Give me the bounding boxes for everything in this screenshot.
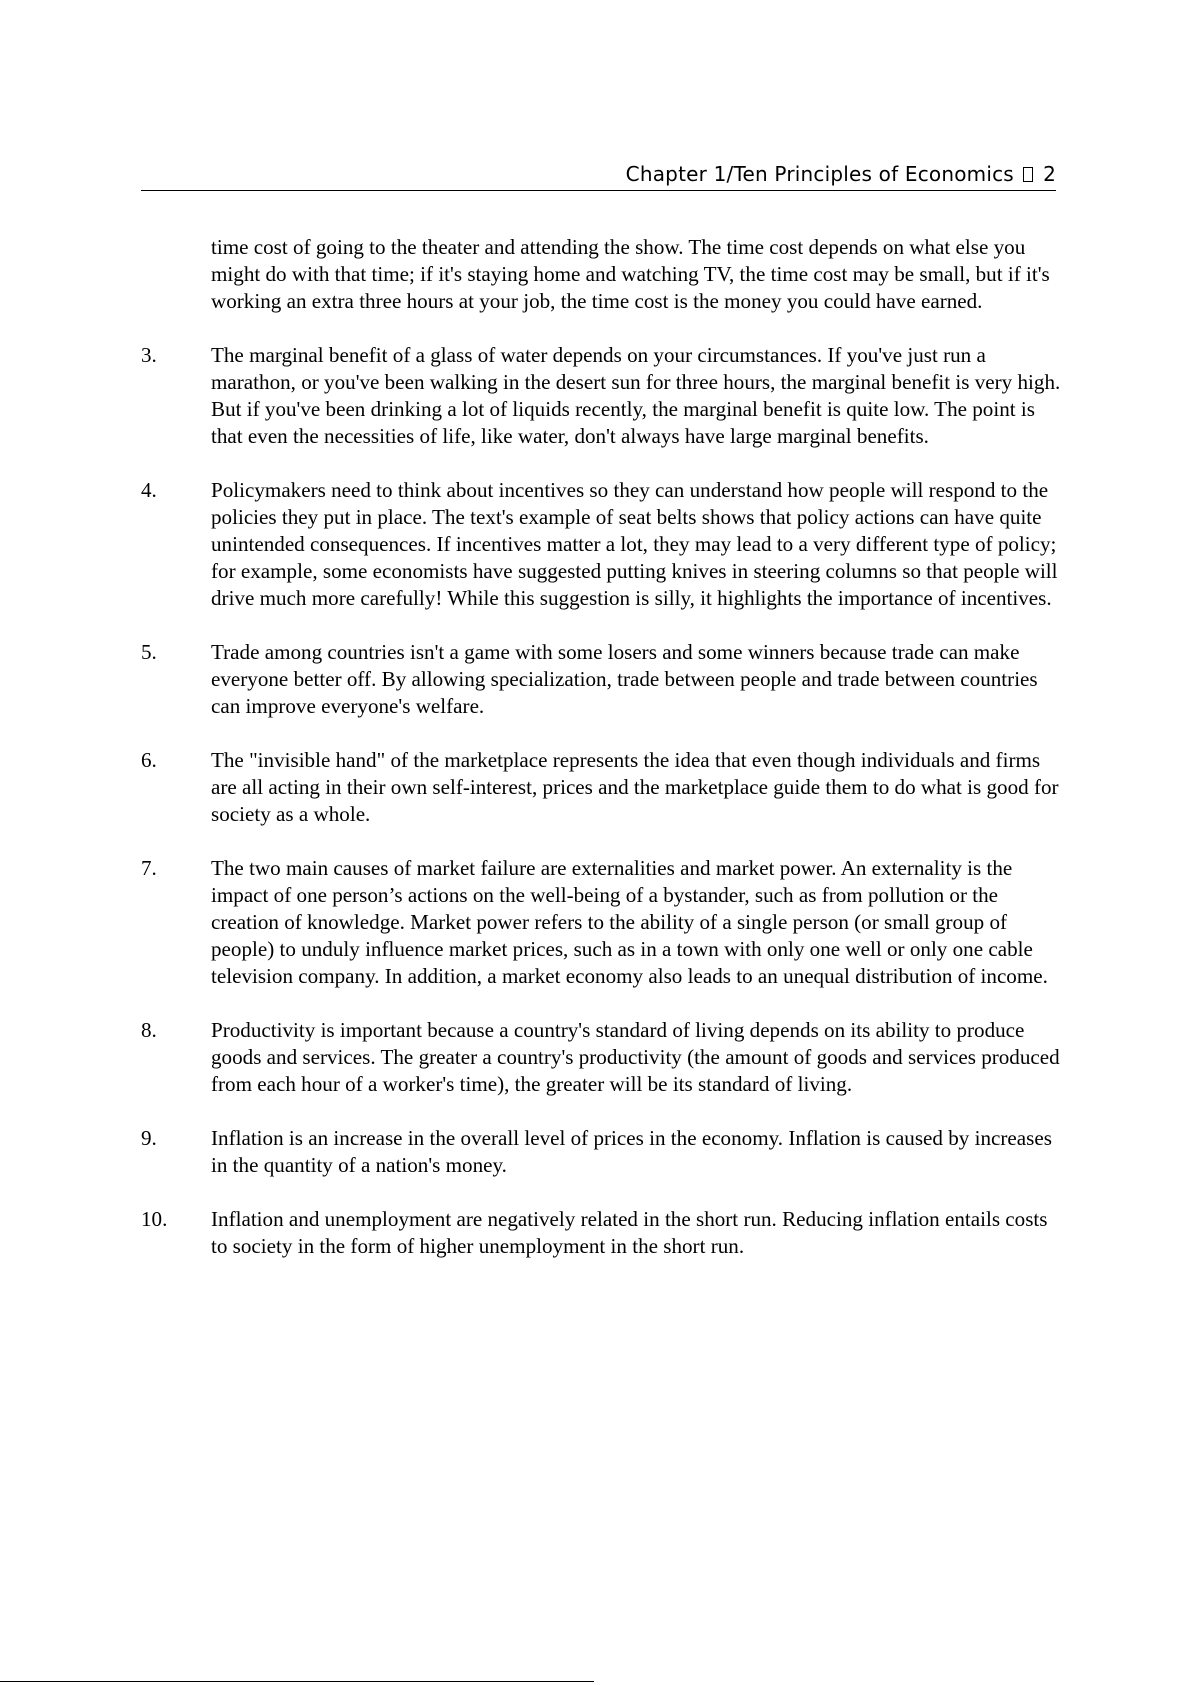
answer-item-4 xyxy=(141,477,1061,612)
item-number: 5. xyxy=(141,640,157,664)
item-text: The marginal benefit of a glass of water depends on your circumstances. If you've just run a marathon, or you've been walking in the desert sun for three hours, the marginal benefit is very high. But if you've been drinking a lot of liquids recently, the marginal benefit is quite low. The point is that even the necessities of life, like water, don't always have large marginal benefits. xyxy=(211,343,1061,448)
item-text: The two main causes of market failure are externalities and market power. An externality is the impact of one person’s actions on the well-being of a bystander, such as from pollution or the creation of knowledge. Market power refers to the ability of a single person (or small group of people) to unduly influence market prices, such as in a town with only one well or only one cable television company. In addition, a market economy also leads to an unequal distribution of income. xyxy=(211,856,1048,988)
item-text: Trade among countries isn't a game with some losers and some winners because trade can make everyone better off. By allowing specialization, trade between people and trade between countries can improve everyone's welfare. xyxy=(211,640,1038,718)
answer-item-7 xyxy=(141,855,1061,990)
answer-item-6 xyxy=(141,747,1061,828)
answer-item-9 xyxy=(141,1125,1061,1179)
continued-paragraph: time cost of going to the theater and attending the show. The time cost depends on what else you might do with that time; if it's staying home and watching TV, the time cost may be small, but if it's working an extra three hours at your job, the time cost is the money you could have earned. xyxy=(211,235,1050,313)
answer-item-10 xyxy=(141,1206,1061,1260)
item-number: 10. xyxy=(141,1207,168,1231)
answer-item-3 xyxy=(141,342,1061,450)
item-number: 4. xyxy=(141,478,157,502)
item-text: Inflation is an increase in the overall level of prices in the economy. Inflation is caused by increases in the quantity of a nation's money. xyxy=(211,1126,1052,1177)
answer-item-8 xyxy=(141,1017,1061,1098)
chapter-title: Chapter 1/Ten Principles of Economics xyxy=(625,162,1014,186)
missing-glyph-icon xyxy=(1023,167,1033,182)
page-header xyxy=(141,158,1056,191)
answer-item-5 xyxy=(141,639,1061,720)
item-number: 6. xyxy=(141,748,157,772)
item-text: The "invisible hand" of the marketplace represents the idea that even though individuals and firms are all acting in their own self-interest, prices and the marketplace guide them to do what is good for society as a whole. xyxy=(211,748,1059,826)
footnote-divider xyxy=(0,1681,594,1682)
answer-list xyxy=(141,234,1061,1287)
item-text: Inflation and unemployment are negatively related in the short run. Reducing inflation entails costs to society in the form of higher unemployment in the short run. xyxy=(211,1207,1048,1258)
item-number: 3. xyxy=(141,343,157,367)
item-number: 9. xyxy=(141,1126,157,1150)
item-number: 7. xyxy=(141,856,157,880)
page-number: 2 xyxy=(1043,162,1056,186)
item-text: Productivity is important because a country's standard of living depends on its ability to produce goods and services. The greater a country's productivity (the amount of goods and services produced from each hour of a worker's time), the greater will be its standard of living. xyxy=(211,1018,1060,1096)
item-text: Policymakers need to think about incentives so they can understand how people will respond to the policies they put in place. The text's example of seat belts shows that policy actions can have quite unintended consequences. If incentives matter a lot, they may lead to a very different type of policy; for example, some economists have suggested putting knives in steering columns so that people will drive much more carefully! While this suggestion is silly, it highlights the importance of incentives. xyxy=(211,478,1058,610)
item-number: 8. xyxy=(141,1018,157,1042)
